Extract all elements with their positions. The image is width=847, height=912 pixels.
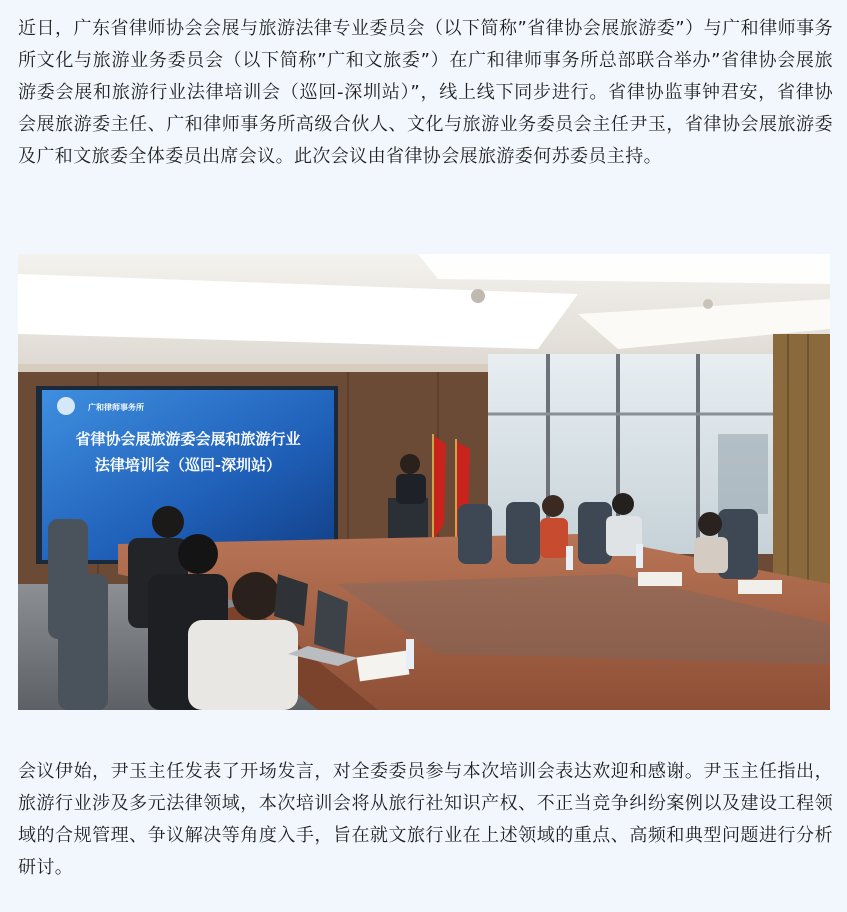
screen-logo-text: 广和律师事务所 <box>88 402 144 412</box>
meeting-photo <box>18 254 830 710</box>
screen-title-line1: 省律协会展旅游委会展和旅游行业 <box>75 430 301 448</box>
screen-title-line2: 法律培训会（巡回-深圳站） <box>94 456 282 474</box>
intro-paragraph: 近日，广东省律师协会会展与旅游法律专业委员会（以下简称”省律协会展旅游委”）与广和律师事务所文化与旅游业务委员会（以下简称”广和文旅委”）在广和律师事务所总部联合举办”省律协会展旅游委会展和旅游行业法律培训会（巡回-深圳站）”，线上线下同步进行。省律协监事钟君安，省律协会展旅游委主任、广和律师事务所高级合伙人、文化与旅游业务委员会主任尹玉，省律协会展旅游委及广和文旅委全体委员出席会议。此次会议由省律协会展旅游委何苏委员主持。 <box>18 18 833 167</box>
curtain <box>773 334 830 594</box>
screen-logo-icon <box>57 397 75 415</box>
ceiling-camera <box>471 289 485 303</box>
water-bottle <box>406 639 414 669</box>
attendee <box>540 518 568 558</box>
opening-remarks-paragraph: 会议伊始，尹玉主任发表了开场发言，对全委委员参与本次培训会表达欢迎和感谢。尹玉主任指出，旅游行业涉及多元法律领域，本次培训会将从旅行社知识产权、不正当竞争纠纷案例以及建设工程领域的合规管理、争议解决等角度入手，旨在就文旅行业在上述领域的重点、高频和典型问题进行分析研讨。 <box>18 761 833 878</box>
